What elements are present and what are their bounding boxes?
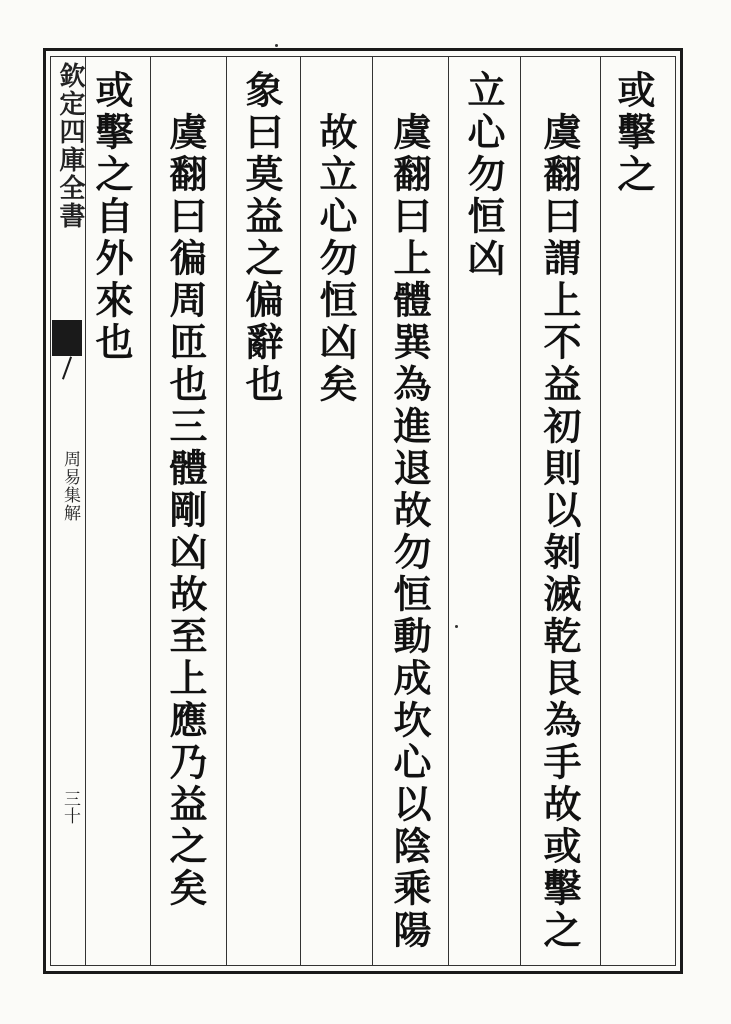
text-column-6: 象曰莫益之偏辭也 — [239, 70, 284, 406]
margin-collection-title: 欽定四庫全書 — [55, 62, 85, 230]
ink-speck — [455, 625, 458, 628]
column-rule — [300, 56, 301, 966]
column-rule — [600, 56, 601, 966]
margin-page-number: 三十 — [60, 790, 80, 824]
fishtail-mark — [52, 320, 82, 356]
text-column-2: 虞翻曰謂上不益初則以剝滅乾艮為手故或擊之 — [537, 112, 582, 952]
column-rule — [372, 56, 373, 966]
column-rule — [150, 56, 151, 966]
text-column-3: 立心勿恒凶 — [461, 70, 506, 280]
inner-border — [50, 56, 676, 966]
margin-book-title: 周易集解 — [60, 450, 80, 522]
text-column-4: 虞翻曰上體巽為進退故勿恒動成坎心以陰乘陽 — [387, 112, 432, 952]
ink-speck — [275, 44, 278, 47]
column-rule — [226, 56, 227, 966]
text-column-1: 或擊之 — [611, 70, 656, 196]
text-column-8: 或擊之自外來也 — [89, 70, 134, 364]
text-column-7: 虞翻曰徧周匝也三體剛凶故至上應乃益之矣 — [163, 112, 208, 910]
column-rule — [448, 56, 449, 966]
text-column-5: 故立心勿恒凶矣 — [313, 112, 358, 406]
column-rule — [520, 56, 521, 966]
